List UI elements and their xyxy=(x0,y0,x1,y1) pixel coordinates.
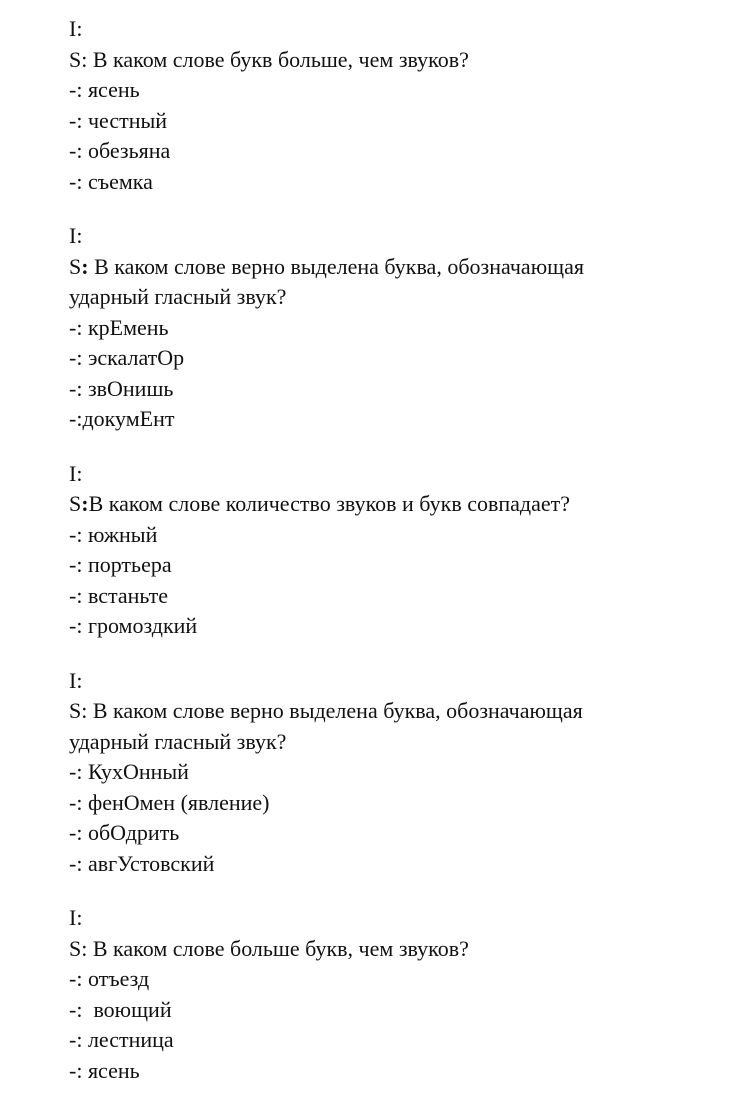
question-line: В каком слове букв больше, чем звуков? xyxy=(87,46,469,72)
answer-option: -: КухОнный xyxy=(69,759,189,784)
question-line: В каком слове количество звуков и букв совпадает? xyxy=(88,491,571,516)
answer-option: -: честный xyxy=(69,107,168,133)
answer-option: -: фенОмен (явление) xyxy=(69,789,270,815)
s-colon: : xyxy=(81,698,88,723)
s-colon: : xyxy=(81,253,89,279)
question-i-label: I: xyxy=(69,667,83,693)
question-i-label: I: xyxy=(69,16,83,41)
s-colon: : xyxy=(81,491,89,516)
s-prefix: S xyxy=(69,253,82,279)
question-line-continued: ударный гласный звук? xyxy=(69,728,287,754)
question-line: В каком слове верно выделена буква, обозначающая xyxy=(87,698,583,723)
answer-option: -: южный xyxy=(69,521,158,547)
question-block-5 xyxy=(69,903,729,1086)
answer-option: -: воющий xyxy=(69,996,172,1022)
answer-option: -: портьера xyxy=(69,552,172,577)
question-i-label: I: xyxy=(69,460,83,486)
question-block-2 xyxy=(69,221,729,435)
answer-option: -: ясень xyxy=(69,1057,140,1083)
answer-option: -: крЕмень xyxy=(69,314,169,340)
answer-option: -: отъезд xyxy=(69,966,150,991)
answer-option: -: эскалатОр xyxy=(69,345,185,370)
s-colon: : xyxy=(81,46,88,72)
question-text xyxy=(69,696,729,727)
answer-option: -: звОнишь xyxy=(69,375,174,401)
question-block-3 xyxy=(69,459,729,642)
question-text xyxy=(69,252,729,283)
question-text xyxy=(69,934,729,965)
s-colon: : xyxy=(81,935,88,961)
question-text xyxy=(69,45,729,76)
question-block-1 xyxy=(69,14,729,197)
s-prefix: S xyxy=(69,698,82,723)
answer-option: -: встаньте xyxy=(69,582,168,608)
answer-option: -: авгУстовский xyxy=(69,850,215,876)
answer-option: -: обОдрить xyxy=(69,820,180,845)
question-block-4 xyxy=(69,666,729,880)
s-prefix: S xyxy=(69,935,82,961)
answer-option: -: ясень xyxy=(69,77,140,102)
answer-option: -: обезьяна xyxy=(69,138,171,163)
question-text xyxy=(69,489,729,520)
s-prefix: S xyxy=(69,46,82,72)
s-prefix: S xyxy=(69,491,82,516)
question-line: В каком слове больше букв, чем звуков? xyxy=(87,935,469,961)
answer-option: -: лестница xyxy=(69,1027,174,1052)
question-i-label: I: xyxy=(69,223,83,248)
question-line: В каком слове верно выделена буква, обозначающая xyxy=(88,253,584,279)
question-line-continued: ударный гласный звук? xyxy=(69,284,287,309)
answer-option: -: съемка xyxy=(69,168,153,194)
document-page xyxy=(69,14,729,1110)
answer-option: -: громоздкий xyxy=(69,613,198,638)
question-i-label: I: xyxy=(69,905,83,930)
answer-option: -:докумЕнт xyxy=(69,406,175,431)
